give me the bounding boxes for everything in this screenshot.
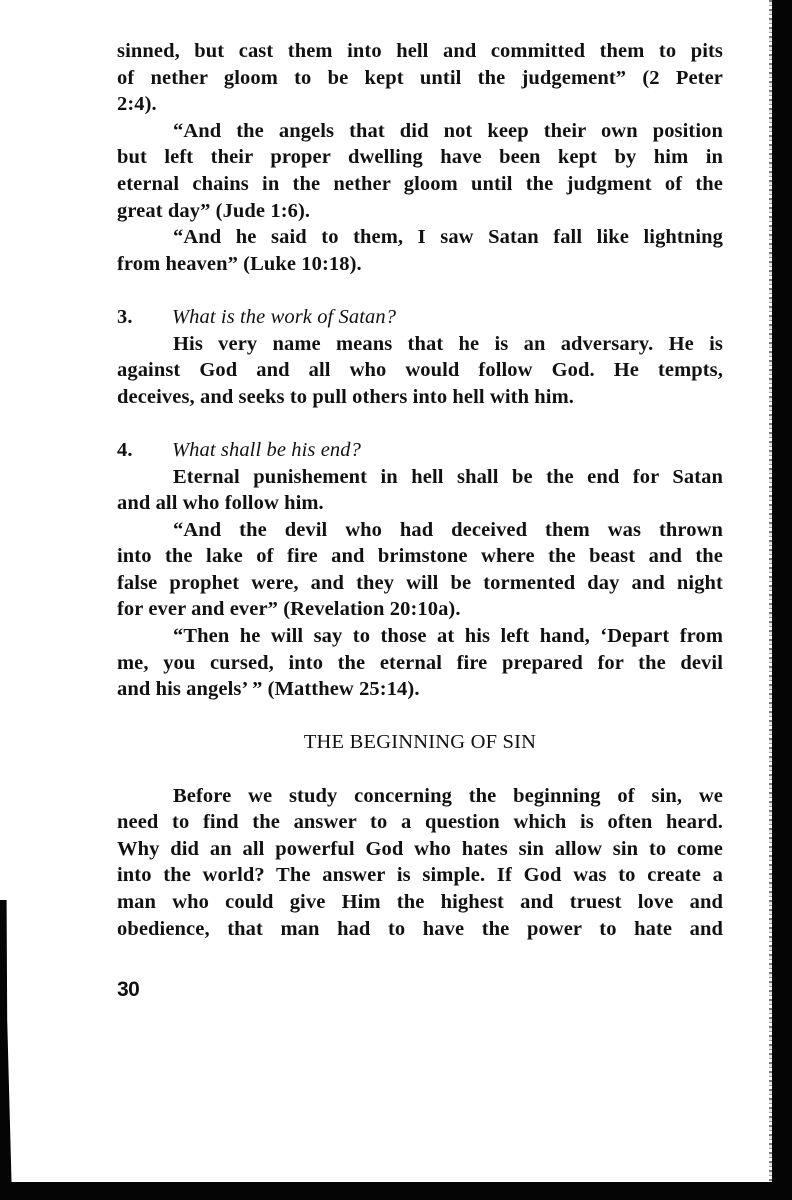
scan-edge-right [772, 0, 792, 1200]
text-line: “And the angels that did not keep their own position [173, 119, 723, 142]
spacer [117, 703, 723, 730]
scan-edge-bottom [0, 1182, 792, 1200]
text-line: eternal chains in the nether gloom until the judgment of the [117, 172, 723, 195]
text-line: 2:4). [117, 93, 157, 116]
text-line: man who could give Him the highest and truest love and [117, 891, 723, 913]
text-line: “And the devil who had deceived them was thrown [173, 518, 723, 541]
text-line: sinned, but cast them into hell and committed them to pits [117, 40, 723, 62]
text-line: and his angels’ ” (Matthew 25:14). [117, 678, 420, 701]
text-line: deceives, and seeks to pull others into hell with him. [117, 385, 574, 408]
text-line: false prophet were, and they will be tormented day and night [117, 571, 723, 594]
text-line: Before we study concerning the beginning of sin, we [173, 784, 723, 807]
spacer [117, 756, 723, 783]
text-line: into the lake of fire and brimstone where the beast and the [117, 545, 723, 568]
text-line: and all who follow him. [117, 492, 324, 515]
paragraph-jude-quote [117, 118, 723, 224]
text-line: great day” (Jude 1:6). [117, 199, 311, 222]
paragraph-peter-quote [117, 38, 723, 118]
spacer [117, 410, 723, 437]
text-line: need to find the answer to a question which is often heard. [117, 811, 723, 834]
question-text: What is the work of Satan? [172, 305, 397, 328]
section-heading: THE BEGINNING OF SIN [303, 731, 537, 754]
question-text: What shall be his end? [172, 438, 361, 461]
question-number: 4. [117, 438, 133, 461]
text-line: from heaven” (Luke 10:18). [117, 252, 362, 275]
text-line: of nether gloom to be kept until the judgement” (2 Peter [117, 66, 723, 89]
page-number: 30 [117, 978, 140, 1001]
text-line: Why did an all powerful God who hates sin allow sin to come [117, 837, 723, 860]
text-line: for ever and ever” (Revelation 20:10a). [117, 598, 461, 621]
spacer [117, 277, 723, 304]
text-line: me, you cursed, into the eternal fire prepared for the devil [117, 651, 723, 674]
question-heading [117, 437, 723, 464]
question-4 [117, 437, 723, 703]
text-line: but left their proper dwelling have been kept by him in [117, 146, 723, 169]
scan-edge-left [0, 900, 12, 1200]
paragraph-luke-quote [117, 224, 723, 277]
paragraph-beginning-of-sin [117, 783, 723, 943]
question-number: 3. [117, 305, 133, 328]
text-line: “Then he will say to those at his left hand, ‘Depart from [173, 625, 723, 648]
text-line: obedience, that man had to have the power to hate and [117, 917, 723, 940]
text-line: into the world? The answer is simple. If God was to create a [117, 864, 723, 887]
question-3 [117, 304, 723, 410]
question-heading [117, 304, 723, 331]
text-line: His very name means that he is an adversary. He is [173, 332, 723, 355]
book-page-text [117, 38, 723, 942]
text-line: against God and all who would follow God. He tempts, [117, 359, 723, 382]
text-line: “And he said to them, I saw Satan fall like lightning [173, 226, 723, 249]
text-line: Eternal punishement in hell shall be the end for Satan [173, 465, 723, 488]
